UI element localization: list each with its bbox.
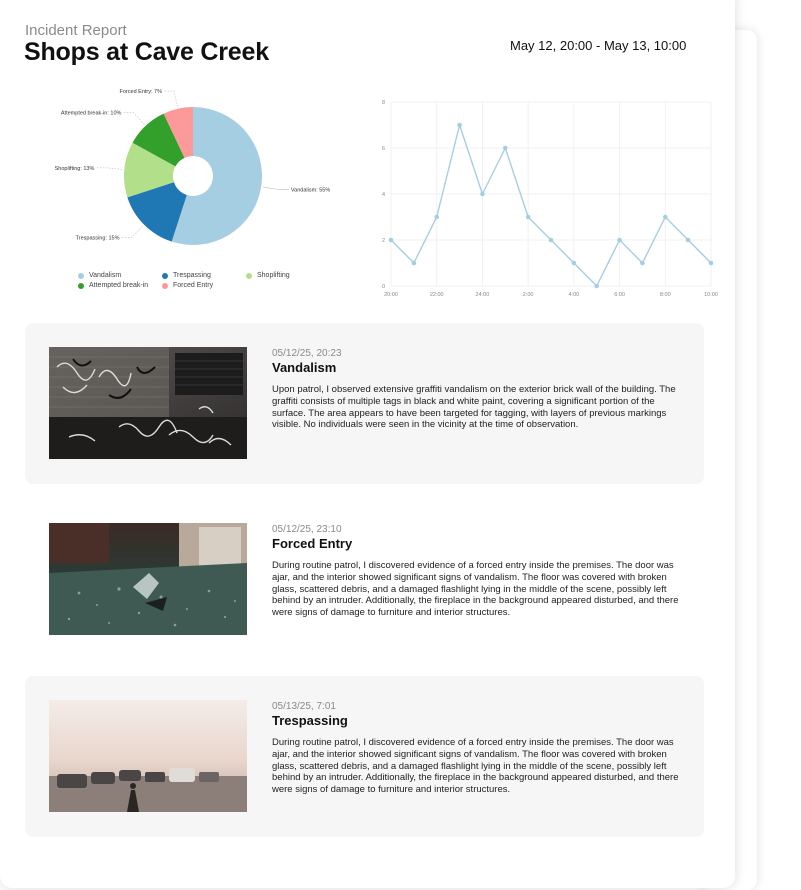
line-point: [617, 238, 622, 243]
incident-card[interactable]: [25, 499, 704, 660]
line-point: [572, 261, 577, 266]
incident-description: Upon patrol, I observed extensive graffiti vandalism on the exterior brick wall of the building. The graffiti consists of multiple tags in black and white paint, covering a significant portion of the surface. The area appears to have been targeted for tagging, with layers of previous markings visible. No individuals were seen in the vicinity at the time of observation.: [272, 384, 676, 431]
incident-timestamp: 05/12/25, 23:10: [272, 524, 342, 535]
legend-label: Shoplifting: [257, 272, 290, 279]
y-tick-label: 0: [381, 284, 385, 290]
incident-timestamp: 05/12/25, 20:23: [272, 348, 342, 359]
x-tick-label: 20:00: [384, 292, 398, 298]
line-point: [480, 192, 485, 197]
x-tick-label: 8:00: [659, 292, 671, 298]
y-tick-label: 2: [381, 238, 385, 244]
legend-label: Attempted break-in: [89, 282, 149, 289]
pie-callout-line: [164, 91, 177, 107]
x-tick-label: 10:00: [704, 292, 718, 298]
date-range: May 12, 20:00 - May 13, 10:00: [510, 38, 687, 53]
line-point: [526, 215, 531, 220]
legend-item: [78, 272, 162, 279]
line-series: [389, 123, 714, 289]
legend-item: [246, 272, 306, 279]
line-point: [686, 238, 691, 243]
pie-callout-label: Shoplifting: 13%: [54, 165, 95, 172]
pie-slices: [124, 107, 262, 245]
legend-label: Trespassing: [173, 272, 211, 279]
y-tick-label: 4: [381, 192, 385, 198]
incident-photo-broken-glass: [49, 523, 247, 635]
legend-swatch: [162, 273, 168, 279]
pie-callout-label: Forced Entry: 7%: [119, 89, 163, 96]
line-point: [412, 261, 417, 266]
incident-photo-graffiti-wall: [49, 347, 247, 459]
line-series-path: [391, 125, 711, 286]
pie-callout-label: Attempted break-in: 10%: [60, 110, 122, 117]
incident-description: During routine patrol, I discovered evidence of a forced entry inside the premises. The door was ajar, and the interior showed significant signs of vandalism. The floor was covered with broken glass, scattered debris, and a damaged flashlight lying in the middle of the scene, possibly left behind by an intruder. Additionally, the fireplace in the background appeared disturbed, and there were signs of damage to furniture and interior structures.: [272, 737, 679, 796]
y-tick-label: 6: [381, 146, 385, 152]
legend-label: Forced Entry: [173, 282, 214, 289]
pie-callout-label: Vandalism: 55%: [290, 187, 331, 194]
line-point: [457, 123, 462, 128]
x-tick-label: 2:00: [522, 292, 534, 298]
incident-description: During routine patrol, I discovered evidence of a forced entry inside the premises. The door was ajar, and the interior showed significant signs of vandalism. The floor was covered with broken glass, scattered debris, and a damaged flashlight lying in the middle of the scene, possibly left behind by an intruder. Additionally, the fireplace in the background appeared disturbed, and there were signs of damage to furniture and interior structures.: [272, 560, 679, 619]
pie-callout-line: [96, 168, 122, 170]
line-point: [503, 146, 508, 151]
line-point: [389, 238, 394, 243]
line-axes: [382, 100, 718, 298]
line-point: [663, 215, 668, 220]
pie-callout-line: [263, 187, 289, 190]
incident-timestamp: 05/13/25, 7:01: [272, 701, 336, 712]
legend-swatch: [246, 273, 252, 279]
incident-photo-parking-lot: [49, 700, 247, 812]
chart-legend: [78, 272, 318, 289]
incident-type: Vandalism: [272, 360, 337, 375]
line-grid: [391, 102, 711, 286]
pie-callout-line: [123, 113, 144, 125]
legend-swatch: [78, 273, 84, 279]
incident-type: Forced Entry: [272, 536, 353, 551]
incidents-over-time-line-chart: [375, 94, 720, 304]
x-tick-label: 4:00: [568, 292, 580, 298]
legend-item: [162, 282, 246, 289]
page-title: Shops at Cave Creek: [24, 38, 269, 66]
line-point: [594, 284, 599, 289]
y-tick-label: 8: [381, 100, 385, 106]
line-point: [549, 238, 554, 243]
line-point: [434, 215, 439, 220]
legend-item: [78, 282, 162, 289]
line-point: [640, 261, 645, 266]
legend-label: Vandalism: [89, 272, 122, 279]
x-tick-label: 24:00: [475, 292, 490, 298]
line-point: [709, 261, 714, 266]
pie-callout-label: Trespassing: 15%: [75, 235, 120, 242]
x-tick-label: 22:00: [429, 292, 444, 298]
legend-item: [162, 272, 246, 279]
x-tick-label: 6:00: [614, 292, 625, 298]
incident-type: Trespassing: [272, 713, 348, 728]
pie-callout-line: [121, 226, 142, 237]
legend-swatch: [78, 283, 84, 289]
legend-swatch: [162, 283, 168, 289]
incident-card[interactable]: [25, 323, 704, 484]
incident-type-donut-chart: [44, 89, 344, 266]
report-kicker: Incident Report: [25, 22, 127, 39]
incident-card[interactable]: [25, 676, 704, 837]
